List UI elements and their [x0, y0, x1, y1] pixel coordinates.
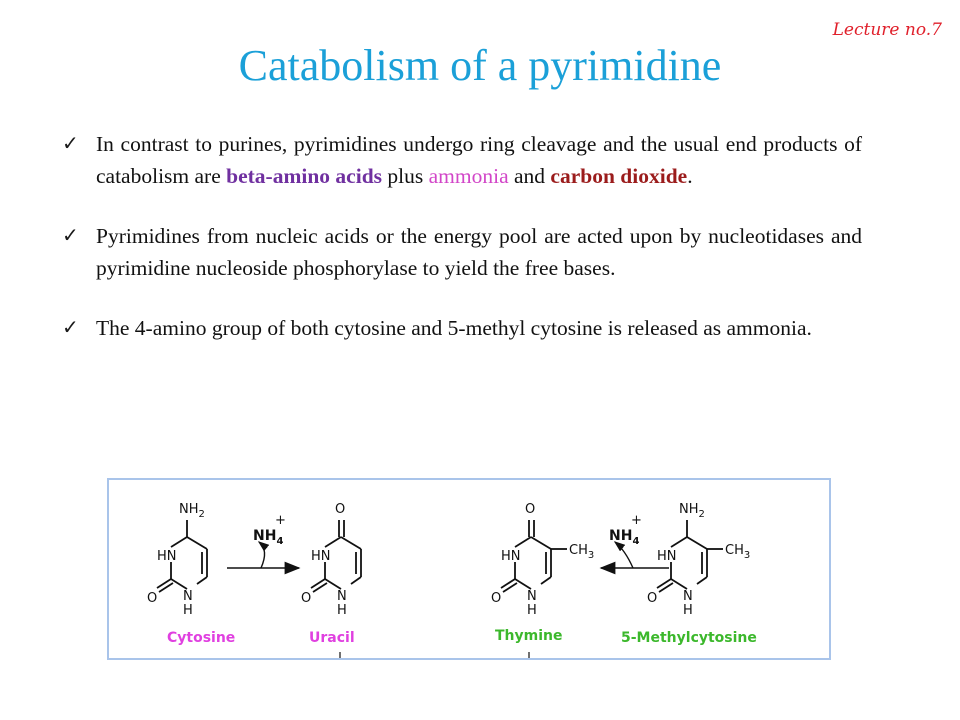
curved-arrow-icon [259, 542, 265, 568]
atom-label: N [527, 589, 537, 604]
curved-arrow-icon [615, 542, 633, 568]
atom-label: N [183, 589, 193, 604]
checkmark-icon: ✓ [62, 317, 79, 339]
atom-label: H [337, 603, 347, 618]
slide-title: Catabolism of a pyrimidine [238, 41, 722, 90]
uracil-label: Uracil [309, 630, 355, 646]
atom-label: O [647, 591, 658, 606]
bullet-text: Pyrimidines from nucleic acids or the energy pool are acted upon by nucleotidases and pyrimidine nucleoside phosphorylase to yield the free bases. [96, 224, 862, 280]
ammonium-label: $NH_4$ [609, 528, 640, 547]
atom-label: N [337, 589, 347, 604]
pyrimidine-reaction-figure [107, 478, 831, 660]
plus-sign: + [275, 513, 286, 528]
atom-label: $NH_2$ [679, 502, 705, 520]
bullet-item [62, 312, 862, 344]
methylcytosine-label: 5-Methylcytosine [621, 630, 757, 646]
checkmark-icon: ✓ [62, 133, 79, 155]
ammonium-label: $NH_4$ [253, 528, 284, 547]
atom-label: HN [657, 549, 677, 564]
atom-label: HN [501, 549, 521, 564]
bullet-item [62, 128, 862, 192]
atom-label: N [683, 589, 693, 604]
atom-label: $NH_2$ [179, 502, 205, 520]
atom-label: O [335, 502, 346, 517]
bullet-text: In contrast to purines, pyrimidines undergo ring cleavage and the usual end products of catabolism are beta-amino acids plus ammonia and carbon dioxide. [96, 132, 862, 188]
reaction-diagram [109, 480, 829, 658]
thymine-label: Thymine [495, 628, 563, 644]
lecture-number: Lecture no.7 [832, 20, 942, 40]
atom-label: $CH_3$ [569, 543, 595, 561]
plus-sign: + [631, 513, 642, 528]
atom-label: H [183, 603, 193, 618]
atom-label: O [301, 591, 312, 606]
cytosine-label: Cytosine [167, 630, 236, 646]
atom-label: H [683, 603, 693, 618]
atom-label: O [525, 502, 536, 517]
bullet-text: The 4-amino group of both cytosine and 5-methyl cytosine is released as ammonia. [96, 316, 812, 340]
atom-label: $CH_3$ [725, 543, 751, 561]
bullet-list [62, 128, 862, 372]
atom-label: HN [311, 549, 331, 564]
checkmark-icon: ✓ [62, 225, 79, 247]
atom-label: H [527, 603, 537, 618]
atom-label: O [147, 591, 158, 606]
bullet-item [62, 220, 862, 284]
atom-label: O [491, 591, 502, 606]
atom-label: HN [157, 549, 177, 564]
